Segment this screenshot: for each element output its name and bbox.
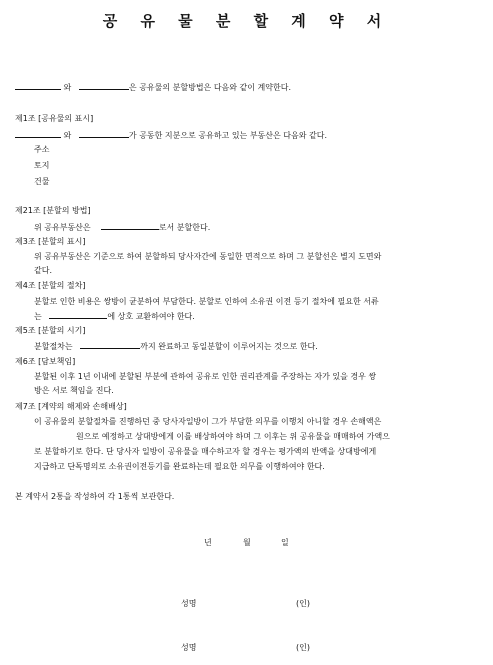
signature-2-name-label: 성명: [181, 643, 197, 652]
art4-heading: 제4조 [분할의 절차]: [15, 281, 86, 290]
art1-party-b-blank[interactable]: [79, 129, 129, 138]
art3-line-2: 같다.: [34, 266, 52, 275]
party-a-blank[interactable]: [15, 81, 61, 90]
signature-1-name-label: 성명: [181, 599, 197, 608]
intro-text-2: 은 공유물의 분할방법은 다음와 같이 계약한다.: [128, 83, 292, 92]
document-title: 공 유 물 분 할 계 약 서: [102, 12, 391, 30]
art5-text-2: 까지 완료하고 동일분할이 이루어지는 것으로 한다.: [140, 342, 318, 351]
art5-line: [34, 340, 318, 352]
art4-text-1: 는: [34, 312, 42, 321]
art1-text-1: 와: [63, 131, 72, 140]
art2-method-blank[interactable]: [101, 221, 159, 230]
art6-heading: 제6조 [담보책임]: [15, 357, 76, 366]
date-day-label: 일: [281, 538, 289, 547]
art7-heading: 제7조 [계약의 해제와 손해배상]: [15, 402, 127, 411]
art5-text-1: 분할절차는: [34, 342, 73, 351]
art4-text-2: 에 상호 교환하여야 한다.: [107, 312, 195, 321]
closing-statement: 본 계약서 2통을 작성하여 각 1통씩 보관한다.: [15, 492, 175, 501]
art7-line-1: 이 공유물의 분할절차를 진행하던 중 당사자일방이 그가 부담한 의무를 이행치 아니할 경우 손해액은: [34, 417, 382, 426]
date-month-label: 월: [243, 538, 251, 547]
art7-line-4: 지급하고 단독명의로 소유권이전등기를 완료하는데 필요한 의무를 이행하여야 한다.: [34, 462, 325, 471]
art1-line: [15, 129, 327, 141]
art2-line: [34, 221, 210, 233]
art7-line-3: 로 분할하기로 한다. 단 당사자 일방이 공유물을 매수하고자 할 경우는 평가액의 반액을 상대방에게: [34, 447, 377, 456]
intro-text-1: 와: [63, 83, 72, 92]
art2-heading: 제21조 [분할의 방법]: [15, 206, 91, 215]
art1-party-a-blank[interactable]: [15, 129, 61, 138]
art6-line-1: 분할된 이후 1년 이내에 분할된 부분에 관하여 공유로 인한 권리관계를 주장하는 자가 있을 경우 쌍: [34, 372, 377, 381]
intro-line: [15, 81, 291, 93]
art2-text-2: 로서 분할한다.: [158, 223, 211, 232]
property-building-label: 건물: [34, 177, 50, 186]
art4-line-2: [34, 310, 195, 322]
art3-line-1: 위 공유부동산은 기준으로 하여 분할하되 당사자간에 동일한 면적으로 하며 그 분할선은 별지 도면와: [34, 252, 382, 261]
signature-2-seal: (인): [296, 643, 310, 652]
art4-date-blank[interactable]: [49, 310, 107, 319]
art6-line-2: 방은 서로 책임을 진다.: [34, 386, 114, 395]
signature-1-seal: (인): [296, 599, 310, 608]
party-b-blank[interactable]: [79, 81, 129, 90]
property-address-label: 주소: [34, 145, 50, 154]
property-land-label: 토지: [34, 161, 50, 170]
art7-line-2: 원으로 예정하고 상대방에게 이를 배상하여야 하며 그 이후는 위 공유물을 매매하여 가액으: [76, 432, 390, 441]
art1-text-2: 가 공동한 지분으로 공유하고 있는 부동산은 다음와 같다.: [128, 131, 328, 140]
art5-date-blank[interactable]: [80, 340, 140, 349]
art1-heading: 제1조 [공유물의 표시]: [15, 114, 94, 123]
art5-heading: 제5조 [분할의 시기]: [15, 326, 86, 335]
art4-line-1: 분할로 인한 비용은 쌍방이 균분하여 부담한다. 분할로 인하여 소유권 이전 등기 절차에 필요한 서류: [34, 297, 379, 306]
art3-heading: 제3조 [분할의 표시]: [15, 237, 86, 246]
date-year-label: 년: [204, 538, 212, 547]
art2-text-1: 위 공유부동산은: [34, 223, 91, 232]
